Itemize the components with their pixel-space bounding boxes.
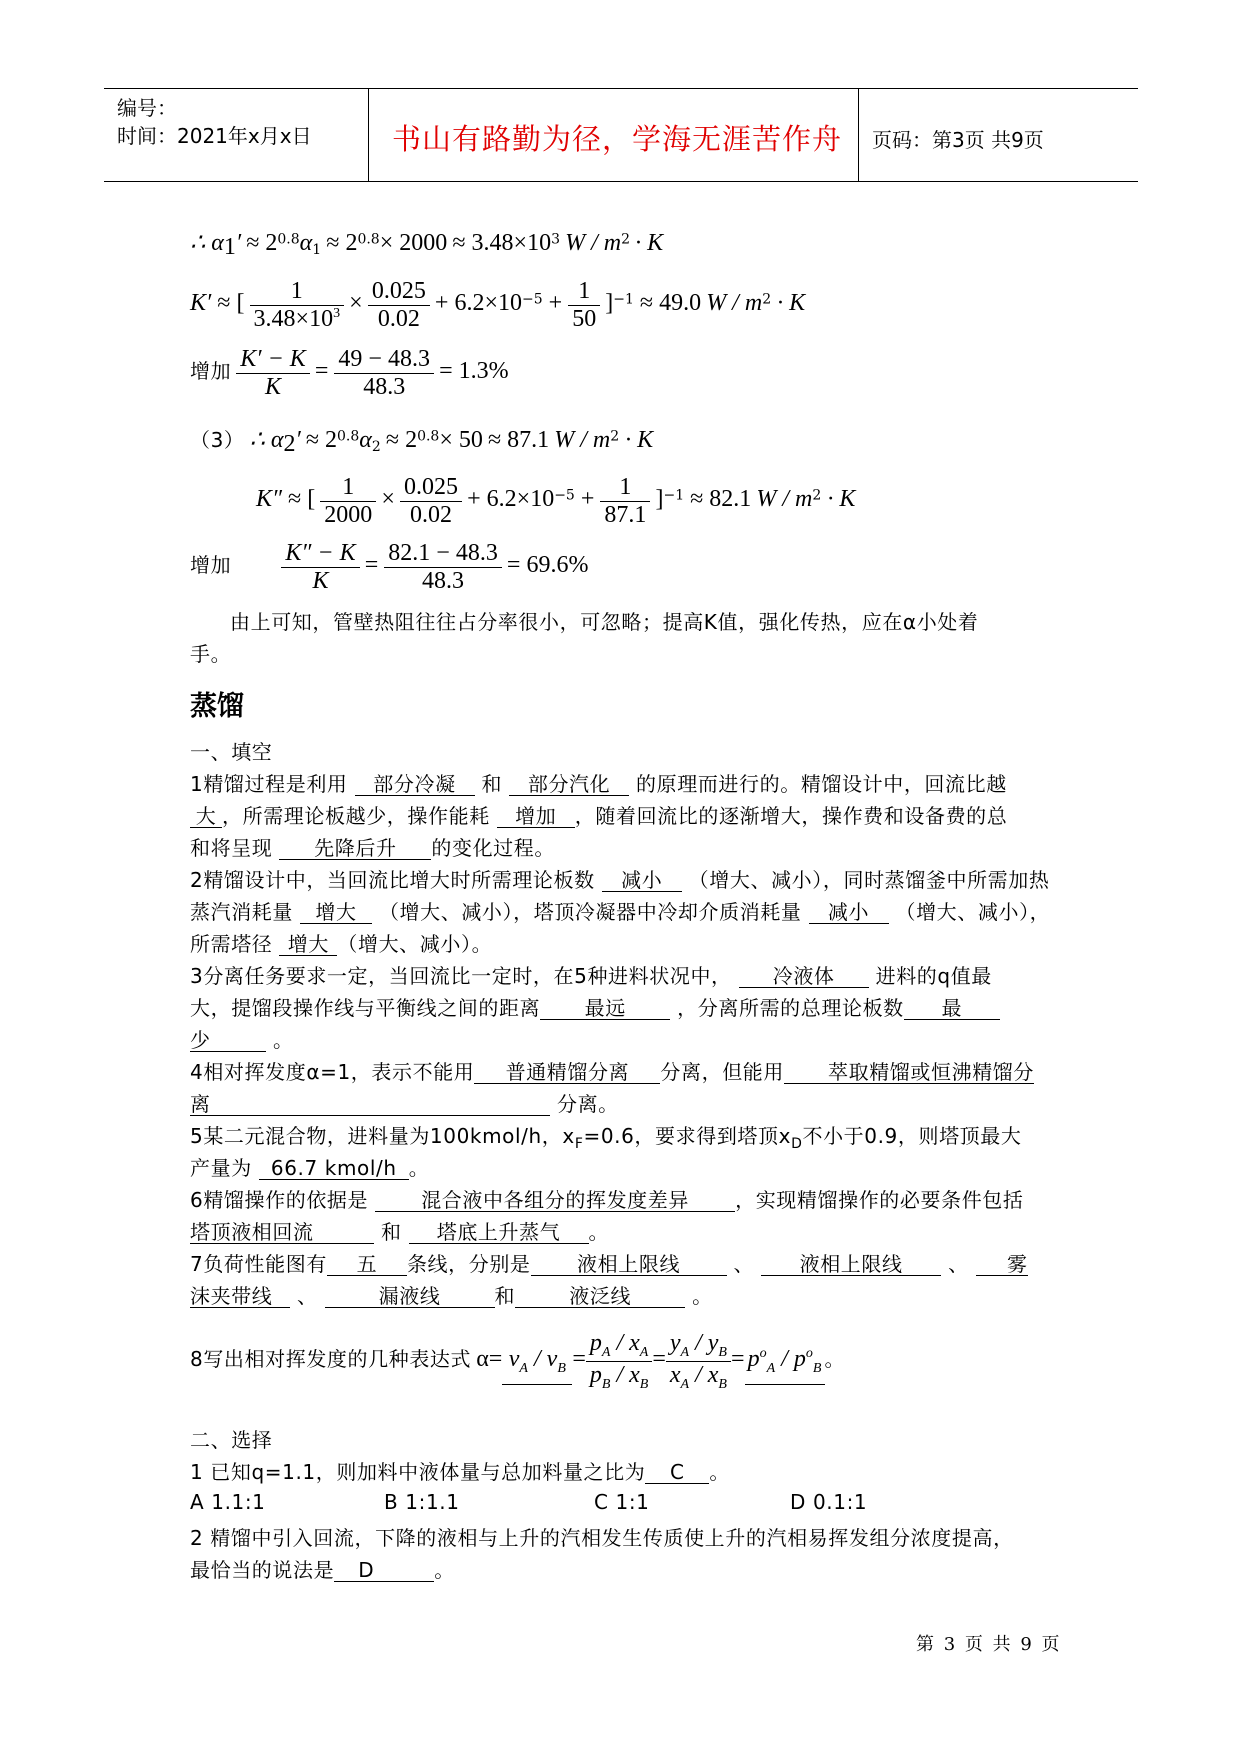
equation-increase-1: 增加 $\frac{K' - K}{K}$ = $\frac{49 - 48.3}{48.3}$ = 1.3% bbox=[190, 346, 509, 400]
fill-q2-line2: 蒸汽消耗量 增大 （增大、减小），塔顶冷凝器中冷却介质消耗量 减小 （增大、减小）， bbox=[190, 900, 1051, 924]
fill-q3-line2: 大，提馏段操作线与平衡线之间的距离 最远 ，分离所需的总理论板数 最 bbox=[190, 992, 1000, 1021]
fill-q5-line2: 产量为 66.7 kmol/h 。 bbox=[190, 1156, 430, 1180]
fill-q1-line1: 1精馏过程是利用 部分冷凝 和 部分汽化 的原理而进行的。精馏设计中，回流比越 bbox=[190, 772, 1007, 796]
fill-q3-line3: 少 。 bbox=[190, 1028, 294, 1052]
header-top-rule bbox=[104, 88, 1138, 89]
header-time-label: 时间：2021年x月x日 bbox=[117, 124, 312, 148]
choice-q1-option-c: C 1:1 bbox=[594, 1490, 650, 1514]
fill-q8: 8写出相对挥发度的几种表达式 $\alpha= v_A / v_B$ = $\frac{p_A / x_A}{p_B / x_B}$ = $\frac{y_A / y_B}{x_A / x_B}$ = $p^o_A / p^o_B$ 。 bbox=[190, 1330, 846, 1392]
fill-q4-line1: 4相对挥发度α=1，表示不能用 普通精馏分离 分离，但能用 萃取精馏或恒沸精馏分 bbox=[190, 1060, 1034, 1084]
choice-q1: 1 已知q=1.1，则加料中液体量与总加料量之比为 C 。 bbox=[190, 1460, 730, 1484]
header-bottom-rule bbox=[104, 181, 1138, 182]
conclusion-line-1: 由上可知，管壁热阻往往占分率很小，可忽略；提高K值，强化传热，应在α小处着 bbox=[230, 610, 979, 634]
choice-q1-option-a: A 1.1:1 bbox=[190, 1490, 266, 1514]
equation-increase-2: 增加 $\frac{K'' - K}{K}$ = $\frac{82.1 - 48.3}{48.3}$ = 69.6% bbox=[190, 540, 589, 594]
choice-q2-line1: 2 精馏中引入回流，下降的液相与上升的汽相发生传质使上升的汽相易挥发组分浓度提高， bbox=[190, 1526, 1014, 1550]
fill-q7-line2: 沫夹带线 、 漏液线 和 液泛线 。 bbox=[190, 1284, 713, 1308]
fill-q7-line1: 7负荷性能图有 五 条线，分别是 液相上限线 、 液相上限线 、 雾 bbox=[190, 1252, 1028, 1276]
fill-q6-line1: 6精馏操作的依据是 混合液中各组分的挥发度差异 ，实现精馏操作的必要条件包括 bbox=[190, 1188, 1024, 1212]
fill-q4-line2: 离 分离。 bbox=[190, 1092, 619, 1116]
equation-alpha2-prime: （3） ∴ $\alpha_2' \approx 2^{0.8}\alpha_2 \approx 2^{0.8}\times 50 \approx 87.1$ $W / m^2 \cdot K$ bbox=[190, 427, 654, 458]
header-divider-right bbox=[858, 88, 859, 182]
header-divider-left bbox=[368, 88, 369, 182]
fill-q3-line1: 3分离任务要求一定，当回流比一定时，在5种进料状况中， 冷液体 进料的q值最 bbox=[190, 964, 992, 988]
fill-q5-line1: 5某二元混合物，进料量为100kmol/h，$x_F=0.6$，要求得到塔顶$x_D$不小于0.9，则塔顶最大 bbox=[190, 1124, 1022, 1152]
page-footer: 第 3 页 共 9 页 bbox=[916, 1634, 1062, 1655]
conclusion-line-2: 手。 bbox=[190, 642, 232, 666]
choice-q1-option-d: D 0.1:1 bbox=[790, 1490, 868, 1514]
fill-q6-line2: 塔顶液相回流 和 塔底上升蒸气 。 bbox=[190, 1220, 610, 1244]
header-motto: 书山有路勤为径，学海无涯苦作舟 bbox=[392, 122, 843, 156]
fill-q1-line2: 大 ，所需理论板越少，操作能耗 增加 ，随着回流比的逐渐增大，操作费和设备费的总 bbox=[190, 800, 1007, 829]
fill-q2-line1: 2精馏设计中，当回流比增大时所需理论板数 减小 （增大、减小），同时蒸馏釜中所需加热 bbox=[190, 868, 1050, 892]
header-number-label: 编号： bbox=[117, 96, 177, 120]
choice-q2-line2: 最恰当的说法是 D 。 bbox=[190, 1558, 455, 1582]
choice-heading: 二、选择 bbox=[190, 1428, 273, 1452]
equation-k-double-prime: K″ ≈ [ $\frac{1}{2000}$ × $\frac{0.025}{0.02}$ + $6.2\times 10^{-5}$ + $\frac{1}{87.1}$ ]$^{-1}$ ≈ 82.1 $W / m^2 \cdot K$ bbox=[256, 474, 856, 528]
header-page-label: 页码：第3页 共9页 bbox=[872, 128, 1044, 152]
fill-heading: 一、填空 bbox=[190, 740, 273, 764]
equation-alpha1-prime: ∴ $\alpha_1' \approx 2^{0.8}\alpha_1 \approx 2^{0.8}\times 2000 \approx 3.48\times 10^3$ $W / m^2 \cdot K$ bbox=[190, 230, 664, 261]
choice-q1-option-b: B 1:1.1 bbox=[384, 1490, 460, 1514]
fill-q1-line3: 和将呈现 先降后升 的变化过程。 bbox=[190, 836, 555, 860]
equation-k-prime: K′ ≈ [ $\frac{1}{3.48\times 10^3}$ × $\frac{0.025}{0.02}$ + $6.2\times 10^{-5}$ + $\frac{1}{50}$ ]$^{-1}$ ≈ 49.0 $W / m^2 \cdot K$ bbox=[190, 278, 806, 332]
fill-q2-line3: 所需塔径 增大 （增大、减小）。 bbox=[190, 932, 493, 956]
section-title: 蒸馏 bbox=[190, 691, 244, 722]
